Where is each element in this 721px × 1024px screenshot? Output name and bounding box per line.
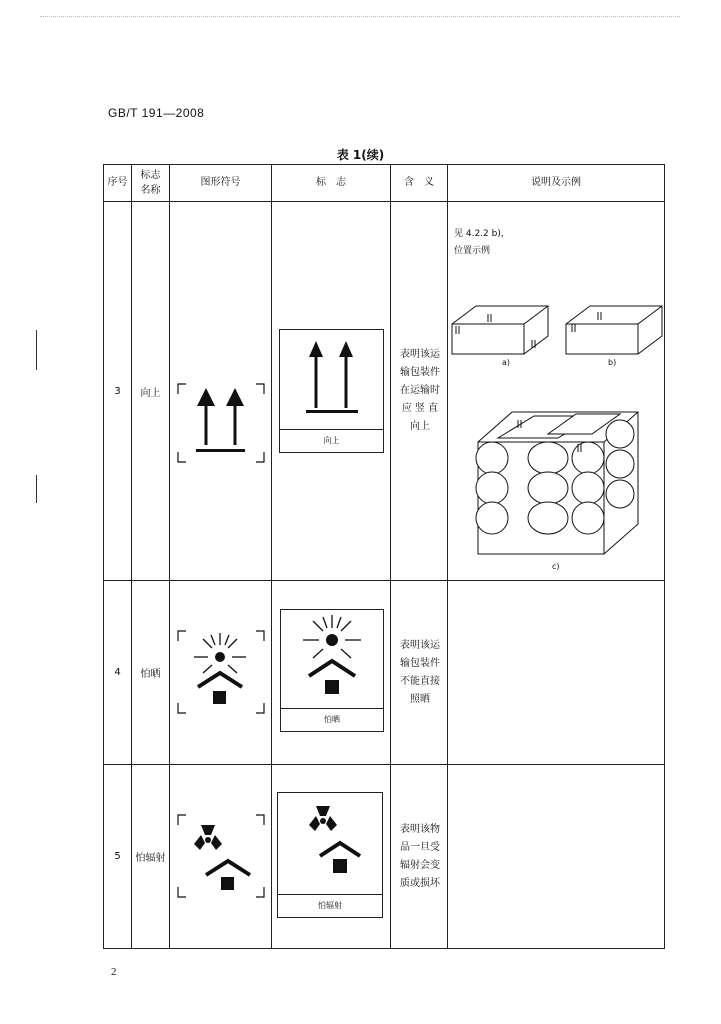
row-name: 怕辐射 xyxy=(132,765,170,949)
meaning-cell: 表明该运 输包装件 在运输时 应 竖 直 向上 xyxy=(391,202,448,581)
radiation-symbol-icon xyxy=(170,765,272,948)
label-caption: 向上 xyxy=(280,429,383,452)
col-header-no: 序号 xyxy=(104,165,132,202)
row-number: 3 xyxy=(104,202,132,581)
row-name: 怕晒 xyxy=(132,581,170,765)
package-position-examples xyxy=(448,202,665,580)
col-header-explanation: 说明及示例 xyxy=(448,165,665,202)
row-name: 向上 xyxy=(132,202,170,581)
example-a-label: a) xyxy=(502,358,511,367)
page-number: 2 xyxy=(111,966,117,978)
label-box xyxy=(280,609,384,732)
symbols-table xyxy=(103,164,665,949)
standard-code: GB/T 191—2008 xyxy=(108,106,205,120)
row-number: 5 xyxy=(104,765,132,949)
label-cell xyxy=(272,581,391,765)
example-c-label: c) xyxy=(552,562,560,571)
table-row xyxy=(104,202,665,581)
graphic-symbol-cell xyxy=(170,581,272,765)
this-way-up-symbol-icon xyxy=(170,202,272,580)
label-box xyxy=(277,792,383,918)
graphic-symbol-cell xyxy=(170,765,272,949)
explanation-text: 见 4.2.2 b)， 位置示例 xyxy=(454,229,510,256)
example-b-label: b) xyxy=(608,358,617,367)
table-row xyxy=(104,581,665,765)
row-number: 4 xyxy=(104,581,132,765)
label-caption: 怕晒 xyxy=(281,708,383,731)
label-cell xyxy=(272,202,391,581)
table-row xyxy=(104,765,665,949)
col-header-name: 标志名称 xyxy=(132,165,170,202)
label-cell xyxy=(272,765,391,949)
explanation-cell xyxy=(448,581,665,765)
col-header-meaning: 含 义 xyxy=(391,165,448,202)
scan-margin-mark xyxy=(36,330,37,370)
scan-margin-mark xyxy=(36,475,37,503)
explanation-cell xyxy=(448,202,665,581)
table-caption: 表 1(续) xyxy=(336,148,385,162)
label-caption: 怕辐射 xyxy=(278,894,382,917)
this-way-up-label-icon xyxy=(280,330,383,428)
col-header-label: 标 志 xyxy=(272,165,391,202)
label-box xyxy=(279,329,384,453)
meaning-cell: 表明该运 输包装件 不能直接 照晒 xyxy=(391,581,448,765)
top-scan-noise xyxy=(40,16,680,17)
meaning-cell: 表明该物 品一旦受 辐射会变 质或损坏 xyxy=(391,765,448,949)
table-header-row xyxy=(104,165,665,202)
sunlight-symbol-icon xyxy=(170,581,272,764)
explanation-cell xyxy=(448,765,665,949)
col-header-symbol: 图形符号 xyxy=(170,165,272,202)
graphic-symbol-cell xyxy=(170,202,272,581)
sunlight-label-icon xyxy=(281,610,383,708)
radiation-label-icon xyxy=(278,793,382,893)
